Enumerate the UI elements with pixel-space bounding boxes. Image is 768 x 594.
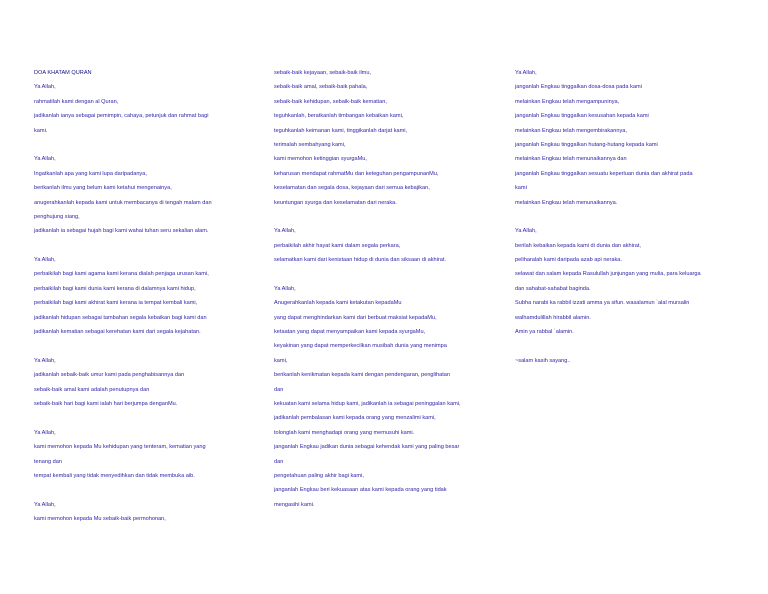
text-line [34, 339, 264, 353]
text-line: pengetahuan paling akhir bagi kami, [274, 472, 364, 479]
text-line: kami memohon kepada Mu sebaik-baik permohonan, [34, 516, 166, 523]
text-line: janganlah Engkau tinggalkan sesuatu keperluan dunia dan akhirat pada [515, 170, 693, 177]
text-line: Subha narabi ka rabbil izzati amma ya sifun. wasalamun `alal mursalin [515, 300, 690, 307]
text-line: terimalah sembahyang kami, [274, 141, 346, 148]
text-line: rahmatilah kami dengan al Quran, [34, 98, 119, 105]
text-line: jadikanlah sebaik-baik umur kami pada penghabisannya dan [34, 372, 185, 379]
text-line: Ingatkanlah apa yang kami lupa daripadanya, [34, 170, 147, 177]
text-line: jadikanlah kematian sebagai kerehatan kami dari segala kejahatan. [34, 329, 201, 336]
text-line: kami [515, 185, 527, 192]
text-line: selamatkan kami dari kenistaan hidup di dunia dan siksaan di akhirat. [274, 257, 446, 264]
text-line: mengasihi kami. [274, 501, 315, 508]
text-line [34, 483, 264, 497]
text-line: perbaikilah bagi kami akhirat kami kerana ia tempat kembali kami, [34, 300, 198, 307]
text-line: jadikanlah ianya sebagai pemimpin, cahaya, petunjuk dan rahmat bagi [34, 113, 209, 120]
text-line [34, 411, 264, 425]
text-line: kekuatan kami selama hidup kami, jadikanlah ia sebagai peninggalan kami, [274, 400, 461, 407]
text-line: Amin ya rabbal `alamin. [515, 329, 574, 336]
text-line: perbaikilah bagi kami agama kami kerana dialah penjaga urusan kami, [34, 271, 209, 278]
text-line: Ya Allah, [515, 70, 537, 76]
text-line: janganlah Engkau tinggalkan dosa-dosa pada kami [515, 84, 642, 91]
text-line: melainkan Engkau telah mengampuninya, [515, 98, 620, 105]
text-column-3 [515, 66, 741, 368]
text-line: Anugerahkanlah kepada kami ketakutan kepadaMu [274, 300, 402, 307]
text-line: teguhkanlah keimanan kami, tinggikanlah darjat kami, [274, 127, 408, 134]
text-line [274, 267, 504, 281]
text-line: melainkan Engkau telah menunaikannya dan [515, 156, 627, 163]
text-line [515, 339, 741, 353]
text-line: sebaik-baik kejayaan, sebaik-baik ilmu, [274, 70, 372, 76]
text-line: sebaik-baik hari bagi kami ialah hari berjumpa denganMu. [34, 400, 178, 407]
text-line: tenang dan [34, 458, 62, 465]
text-line: anugerahkanlah kepada kami untuk membacanya di tengah malam dan [34, 199, 212, 206]
text-line: melainkan Engkau telah menunaikannya. [515, 199, 618, 206]
text-line: dan [274, 386, 284, 393]
text-line: keharusan mendapat rahmatMu dan keteguhan pengampunanMu, [274, 170, 439, 177]
text-line [34, 138, 264, 152]
text-line: Ya Allah, [34, 357, 56, 364]
text-line: berilah kebaikan kepada kami di dunia dan akhirat, [515, 242, 641, 249]
text-line: janganlah Engkau tinggalkan hutang-hutang kepada kami [515, 141, 658, 148]
text-line: tempat kembali yang tidak menyedihkan dan tidak membuka aib. [34, 472, 195, 479]
text-line: Ya Allah, [515, 228, 537, 235]
text-line: selawat dan salam kepada Rasulullah junjungan yang mulia, para keluarga [515, 271, 701, 278]
text-line: yang dapat menghindarkan kami dari berbuat maksiat kepadaMu, [274, 314, 437, 321]
text-line: sebaik-baik kehidupan, sebaik-baik kematian, [274, 98, 387, 105]
text-line: keselamatan dan segala dosa, kejayaan dari semua kebajikan, [274, 185, 430, 192]
text-line: kami memohon ketinggian syurgaMu, [274, 156, 367, 163]
text-line: kami memohon kepada Mu kehidupan yang tenteram, kematian yang [34, 444, 206, 451]
text-line: berikanlah ilmu yang belum kami ketahui mengenainya, [34, 185, 172, 192]
text-line: kami, [274, 357, 288, 364]
text-line: teguhkanlah, beratkanlah timbangan kebaikan kami, [274, 113, 404, 120]
text-line: ketaatan yang dapat menyampaikan kami kepada syurgaMu, [274, 329, 426, 336]
text-line: Ya Allah, [34, 257, 56, 264]
text-line: dan [274, 458, 284, 465]
text-line: jadikanlah pembalasan kami kepada orang yang menzalimi kami, [274, 415, 436, 422]
text-line: janganlah Engkau beri kekuasaan atas kami kepada orang yang tidak [274, 487, 447, 494]
text-line: peliharalah kami daripada azab api neraka. [515, 257, 622, 264]
text-line: Ya Allah, [34, 501, 56, 508]
text-line: Ya Allah, [274, 285, 296, 292]
text-line: perbaikilah bagi kami dunia kami kerana di dalamnya kami hidup, [34, 285, 196, 292]
text-line: berikanlah kenikmatan kepada kami dengan pendengaran, penglihatan [274, 372, 451, 379]
text-line: janganlah Engkau jadikan dunia sebagai kehendak kami yang paling besar [274, 444, 460, 451]
text-line: perbaikilah akhir hayat kami dalam segala perkara, [274, 242, 401, 249]
text-line: ~salam kasih sayang.. [515, 357, 571, 364]
text-line [515, 210, 741, 224]
text-line: sebaik-baik amal kami adalah penutupnya dan [34, 386, 150, 393]
text-line: janganlah Engkau tinggalkan kesusahan kepada kami [515, 113, 649, 120]
text-line: tolonglah kami menghadapi orang yang memusuhi kami. [274, 429, 415, 436]
text-line: Ya Allah, [34, 429, 56, 436]
text-line: walhamdulillah hirabbil alamin. [515, 314, 591, 321]
text-line: dan sahabat-sahabat baginda. [515, 285, 591, 292]
text-line: melainkan Engkau telah mengembirakannya, [515, 127, 627, 134]
text-line: jadikanlah hidupan sebagai tambahan segala kebaikan bagi kami dan [34, 314, 207, 321]
text-line [34, 239, 264, 253]
text-line: jadikanlah ia sebagai hujah bagi kami wahai tuhan seru sekalian alam. [34, 228, 209, 235]
text-column-1 [34, 66, 264, 527]
text-line [274, 210, 504, 224]
text-line: Ya Allah, [34, 84, 56, 91]
text-line: keyakinan yang dapat memperkecilkan musibah dunia yang menimpa [274, 343, 447, 350]
text-column-2 [274, 66, 504, 512]
text-line: kami. [34, 127, 48, 134]
text-line: Ya Allah, [274, 228, 296, 235]
document-title: DOA KHATAM QURAN [34, 70, 92, 76]
text-line: keuntungan syurga dan keselamatan dari neraka. [274, 199, 397, 206]
text-line: Ya Allah, [34, 156, 56, 163]
text-line: sebaik-baik amal, sebaik-baik pahala, [274, 84, 368, 91]
text-line: penghujung siang, [34, 213, 80, 220]
